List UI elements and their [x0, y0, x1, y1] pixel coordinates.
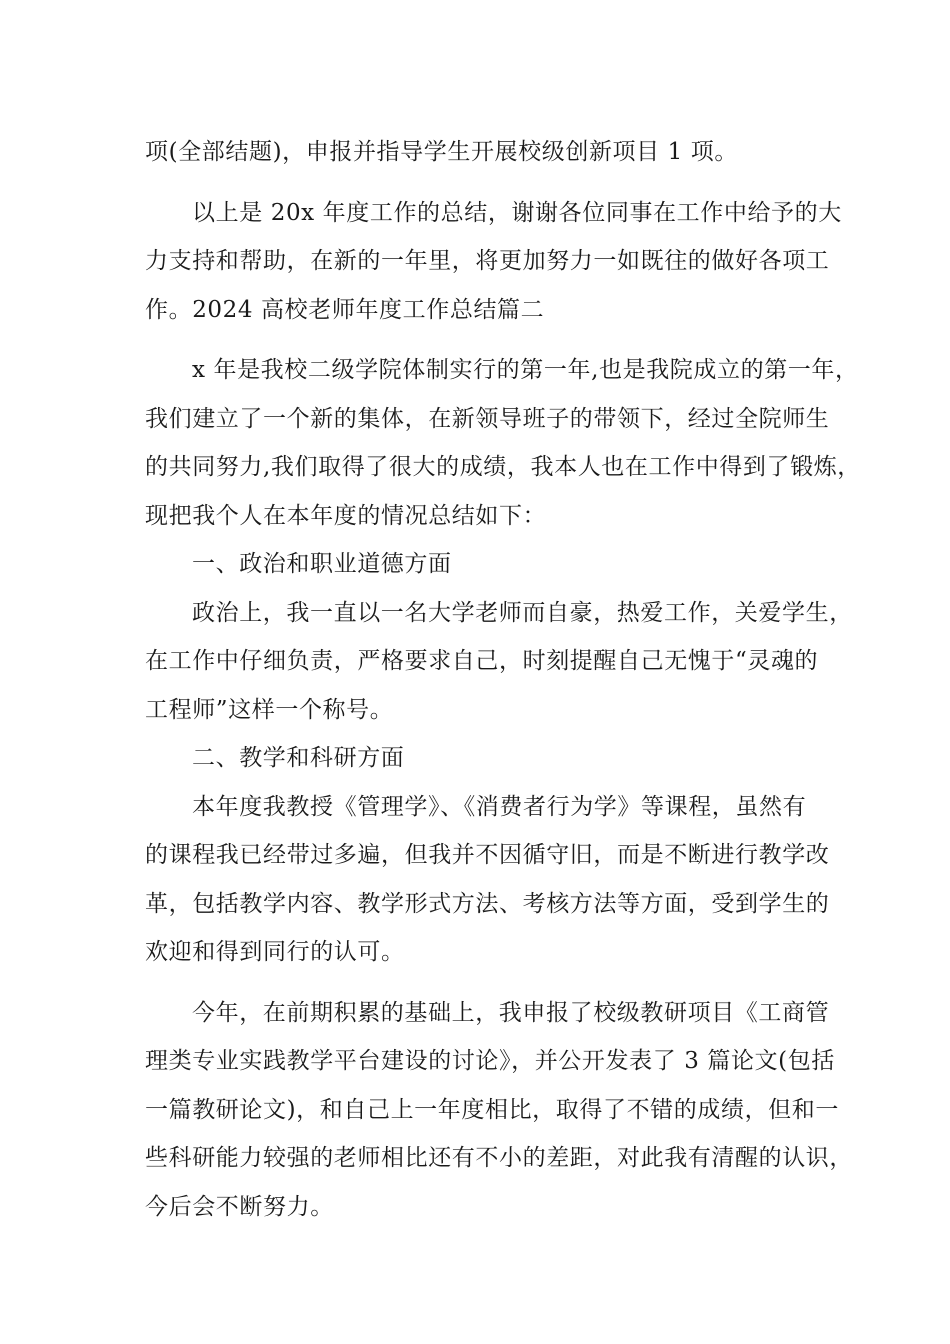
text-line: 工程师”这样一个称号。 [145, 696, 394, 723]
text-line: 革，包括教学内容、教学形式方法、考核方法等方面，受到学生的 [145, 890, 830, 917]
text-line: 我们建立了一个新的集体，在新领导班子的带领下，经过全院师生 [145, 405, 830, 432]
text-line: 以上是 20x 年度工作的总结，谢谢各位同事在工作中给予的大 [192, 199, 842, 226]
section-heading: 二、教学和科研方面 [192, 745, 405, 771]
document-body [145, 128, 861, 1231]
text-line: 作。2024 高校老师年度工作总结篇二 [145, 296, 545, 323]
text-line: 本年度我教授《管理学》、《消费者行为学》等课程，虽然有 [192, 793, 807, 820]
paragraph-gap [145, 977, 825, 989]
text-line: 一篇教研论文)，和自己上一年度相比，取得了不错的成绩，但和一 [145, 1096, 839, 1123]
text-line: 力支持和帮助，在新的一年里，将更加努力一如既往的做好各项工 [145, 248, 830, 274]
text-line: 理类专业实践教学平台建设的讨论》，并公开发表了 3 篇论文(包括 [145, 1048, 835, 1074]
text-line: 些科研能力较强的老师相比还有不小的差距，对此我有清醒的认识， [145, 1145, 853, 1171]
text-line: 欢迎和得到同行的认可。 [145, 939, 405, 965]
text-line: 今年，在前期积累的基础上，我申报了校级教研项目《工商管 [192, 999, 830, 1026]
text-line: 在工作中仔细负责，严格要求自己，时刻提醒自己无愧于“灵魂的 [145, 648, 819, 674]
paragraph-gap [145, 177, 825, 189]
text-line: 今后会不断努力。 [145, 1193, 334, 1220]
section-heading: 一、政治和职业道德方面 [192, 551, 452, 577]
text-line: 政治上，我一直以一名大学老师而自豪，热爱工作，关爱学生， [192, 599, 853, 626]
text-line: x 年是我校二级学院体制实行的第一年,也是我院成立的第一年， [192, 357, 859, 383]
text-line: 现把我个人在本年度的情况总结如下： [145, 502, 547, 529]
text-line: 的共同努力,我们取得了很大的成绩，我本人也在工作中得到了锻炼， [145, 454, 861, 480]
text-line: 的课程我已经带过多遍，但我并不因循守旧，而是不断进行教学改 [145, 842, 830, 868]
paragraph-gap [145, 334, 825, 346]
text-line: 项(全部结题)，申报并指导学生开展校级创新项目 1 项。 [145, 139, 739, 165]
